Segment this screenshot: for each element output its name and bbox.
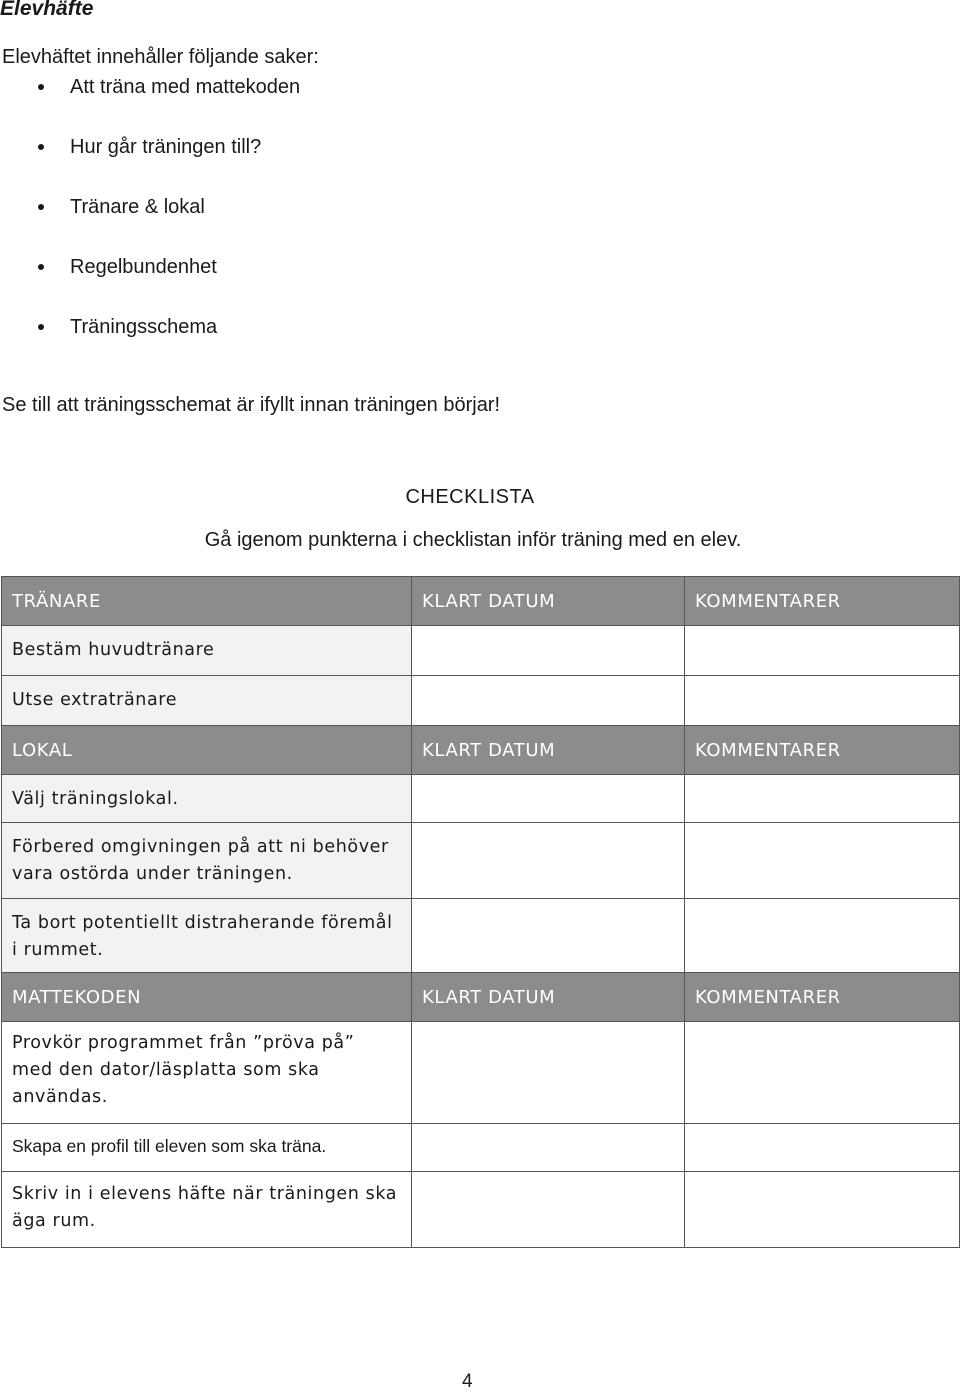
list-item: [0, 193, 300, 253]
table-row: [2, 1022, 960, 1124]
task-label: Utse extratränare: [2, 676, 412, 726]
list-item-text: Träningsschema: [70, 316, 218, 338]
date-cell[interactable]: [412, 676, 685, 726]
table-row: [2, 1172, 960, 1248]
comment-cell[interactable]: [685, 676, 960, 726]
task-label: Ta bort potentiellt distraherande föremål i rummet.: [2, 899, 412, 973]
checklist-table: [1, 576, 960, 1248]
column-header-task: TRÄNARE: [2, 577, 412, 626]
bullet-icon: [38, 324, 44, 330]
table-row: [2, 899, 960, 973]
page-number: 4: [462, 1371, 473, 1392]
bullet-icon: [38, 204, 44, 210]
table-row: [2, 676, 960, 726]
section-header-tranare: [2, 577, 960, 626]
list-item: [0, 133, 300, 193]
section-header-mattekoden: [2, 973, 960, 1022]
bullet-icon: [38, 144, 44, 150]
bullet-icon: [38, 84, 44, 90]
comment-cell[interactable]: [685, 1172, 960, 1248]
bullet-icon: [38, 264, 44, 270]
list-item: [0, 73, 300, 133]
date-cell[interactable]: [412, 823, 685, 899]
list-item-text: Hur går träningen till?: [70, 136, 262, 158]
column-header-date: KLART DATUM: [412, 577, 685, 626]
section-header-lokal: [2, 726, 960, 775]
date-cell[interactable]: [412, 1172, 685, 1248]
task-label: Förbered omgivningen på att ni behöver vara ostörda under träningen.: [2, 823, 412, 899]
list-item-text: Att träna med mattekoden: [70, 76, 301, 98]
list-item: [0, 253, 300, 313]
contents-list: [0, 73, 300, 373]
column-header-comments: KOMMENTARER: [685, 577, 960, 626]
date-cell[interactable]: [412, 1124, 685, 1172]
task-label: Välj träningslokal.: [2, 775, 412, 823]
date-cell[interactable]: [412, 626, 685, 676]
date-cell[interactable]: [412, 1022, 685, 1124]
column-header-date: KLART DATUM: [412, 726, 685, 775]
column-header-date: KLART DATUM: [412, 973, 685, 1022]
column-header-comments: KOMMENTARER: [685, 726, 960, 775]
checklist-subheading: Gå igenom punkterna i checklistan inför träning med en elev.: [204, 529, 742, 551]
column-header-task: LOKAL: [2, 726, 412, 775]
table-row: [2, 823, 960, 899]
schedule-note: Se till att träningsschemat är ifyllt innan träningen börjar!: [2, 394, 501, 416]
list-item-text: Regelbundenhet: [70, 256, 217, 278]
column-header-task: MATTEKODEN: [2, 973, 412, 1022]
comment-cell[interactable]: [685, 1022, 960, 1124]
task-label: Provkör programmet från ”pröva på” med den dator/läsplatta som ska användas.: [2, 1022, 412, 1124]
task-label: Skapa en profil till eleven som ska träna.: [2, 1124, 412, 1172]
table-row: [2, 775, 960, 823]
comment-cell[interactable]: [685, 823, 960, 899]
comment-cell[interactable]: [685, 775, 960, 823]
list-item-text: Tränare & lokal: [70, 196, 205, 218]
document-title: Elevhäfte: [0, 0, 94, 20]
column-header-comments: KOMMENTARER: [685, 973, 960, 1022]
task-label: Skriv in i elevens häfte när träningen ska äga rum.: [2, 1172, 412, 1248]
intro-text: Elevhäftet innehåller följande saker:: [2, 46, 319, 68]
date-cell[interactable]: [412, 775, 685, 823]
comment-cell[interactable]: [685, 1124, 960, 1172]
comment-cell[interactable]: [685, 899, 960, 973]
table-row: [2, 1124, 960, 1172]
comment-cell[interactable]: [685, 626, 960, 676]
task-label: Bestäm huvudtränare: [2, 626, 412, 676]
list-item: [0, 313, 300, 373]
date-cell[interactable]: [412, 899, 685, 973]
table-row: [2, 626, 960, 676]
checklist-heading: CHECKLISTA: [405, 486, 535, 508]
